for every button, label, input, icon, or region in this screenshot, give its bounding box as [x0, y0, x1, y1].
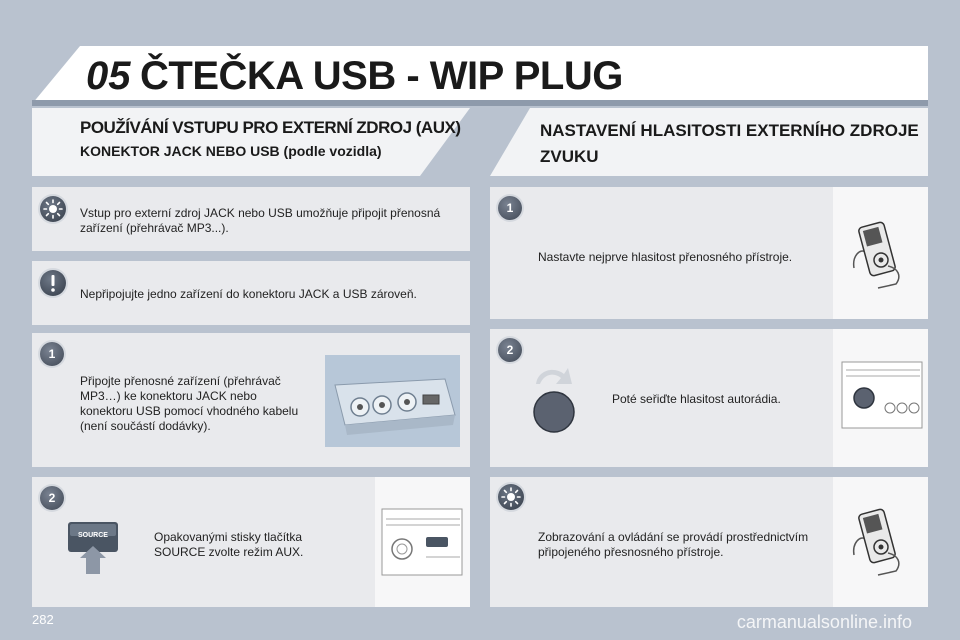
- step1-badge: 1: [40, 342, 64, 366]
- info-icon: [40, 196, 66, 222]
- right-info-text: Zobrazování a ovládání se provádí prostřednictvím připojeného přesnosného přístroje.: [538, 530, 809, 559]
- header-strip: [32, 100, 928, 106]
- header-corner: [32, 46, 80, 104]
- left-section-subtitle: KONEKTOR JACK NEBO USB (podle vozidla): [80, 143, 382, 159]
- volume-knob[interactable]: [528, 362, 580, 434]
- right-section-title: NASTAVENÍ HLASITOSTI EXTERNÍHO ZDROJE ZVUKU: [540, 121, 919, 166]
- mp3-player-icon: [848, 218, 908, 294]
- warning-icon: [40, 270, 66, 296]
- right-step2-badge: 2: [498, 338, 522, 362]
- left-info-text: Vstup pro externí zdroj JACK nebo USB umožňuje připojit přenosná zařízení (přehrávač MP3...).: [80, 206, 441, 235]
- radio-icon: [380, 507, 464, 577]
- left-step1-text: Připojte přenosné zařízení (přehrávač MP3…) ke konektoru JACK nebo konektoru USB pomocí vhodného kabelu (není součástí dodávky).: [80, 374, 299, 433]
- left-section-title: POUŽÍVÁNÍ VSTUPU PRO EXTERNÍ ZDROJ (AUX): [80, 118, 461, 137]
- right-band-notch: [490, 108, 530, 176]
- rotate-arrow-icon: [536, 368, 572, 384]
- left-warning-text: Nepřipojujte jedno zařízení do konektoru JACK a USB zároveň.: [80, 287, 417, 301]
- source-button[interactable]: [68, 522, 118, 574]
- page-number: 282: [32, 612, 54, 627]
- page-title: ČTEČKA USB - WIP PLUG: [140, 54, 623, 98]
- watermark: carmanualsonline.info: [736, 612, 912, 632]
- radio-icon-right: [840, 360, 924, 430]
- source-button-label: SOURCE: [78, 532, 108, 539]
- mp3-player-icon-2: [848, 505, 908, 581]
- usb-port-icon: [325, 355, 460, 447]
- step2-badge: 2: [40, 486, 64, 510]
- right-step1-badge: 1: [498, 196, 522, 220]
- chapter-number: 05: [86, 54, 131, 98]
- right-step1-text: Nastavte nejprve hlasitost přenosného přístroje.: [538, 250, 793, 264]
- info-icon-right: [498, 484, 524, 510]
- left-step2-text: Opakovanými stisky tlačítka SOURCE zvolte režim AUX.: [154, 530, 304, 559]
- right-step2-text: Poté seřiďte hlasitost autorádia.: [612, 392, 781, 406]
